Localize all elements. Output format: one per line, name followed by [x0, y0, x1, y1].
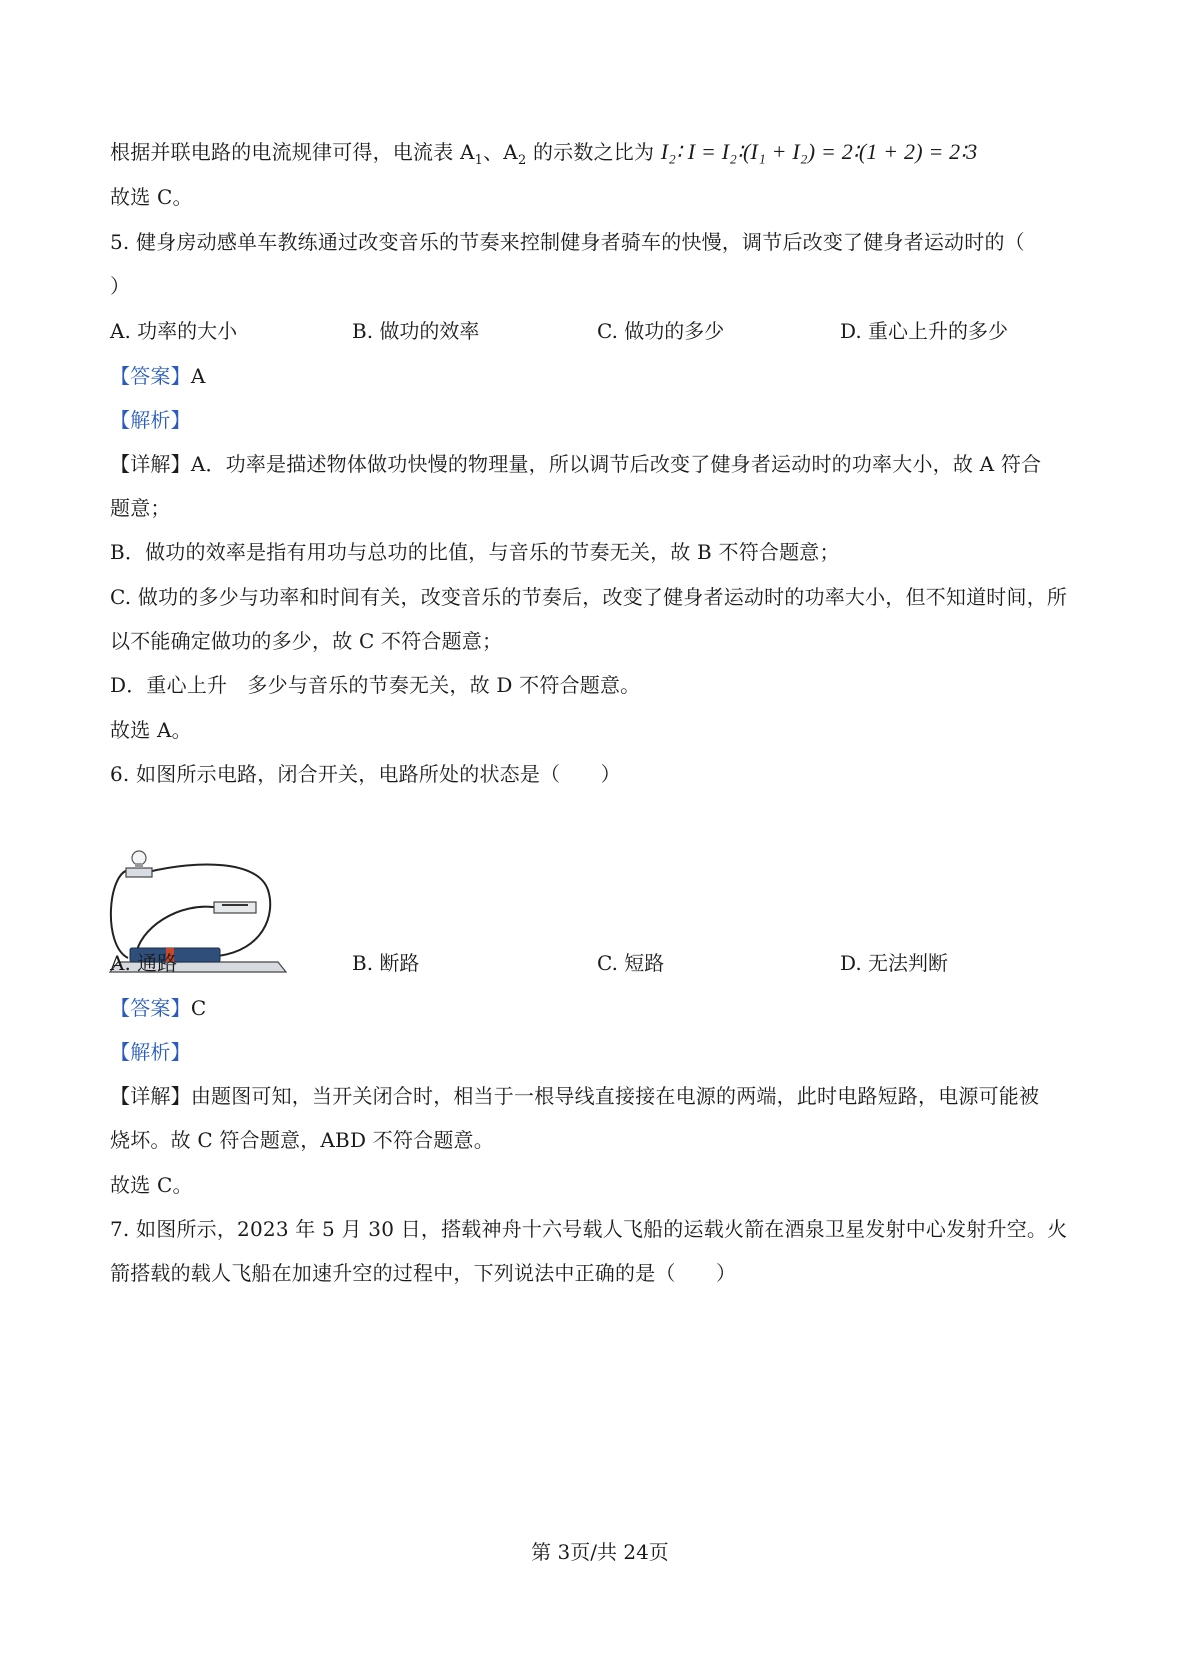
q6-answer: 【答案】C	[110, 996, 207, 1020]
bulb-icon	[132, 851, 146, 865]
q5-detail-5: 以不能确定做功的多少，故 C 不符合题意；	[110, 629, 503, 653]
q7-stem-cont: 箭搭载的载人飞船在加速升空的过程中，下列说法中正确的是（ ）	[110, 1261, 737, 1285]
line-choose-c: 故选 C。	[110, 185, 193, 209]
line-parallel-current: 根据并联电路的电流规律可得，电流表 $A_1$、$A_2$ 的示数之比为 I₂∶ I = I₂∶(I₁ + I₂) = 2∶(1 + 2) = 2∶3	[110, 139, 978, 168]
bulb-base	[126, 868, 152, 877]
q6-stem: 6. 如图所示电路，闭合开关，电路所处的状态是（ ）	[110, 762, 621, 786]
q6-option-c: C. 短路	[597, 951, 665, 975]
page-footer: 第 3页/共 24页	[531, 1540, 669, 1564]
q6-option-d: D. 无法判断	[840, 951, 949, 975]
q5-detail-1: 【详解】A．功率是描述物体做功快慢的物理量，所以调节后改变了健身者运动时的功率大小，故 A 符合	[110, 452, 1042, 476]
bulb-socket	[135, 863, 143, 868]
q5-option-d: D. 重心上升的多少	[840, 319, 1009, 343]
q6-detail-2: 烧坏。故 C 符合题意，ABD 不符合题意。	[110, 1128, 494, 1152]
q5-analysis-heading: 【解析】	[110, 408, 191, 432]
q5-detail-3: B．做功的效率是指有用功与总功的比值，与音乐的节奏无关，故 B 不符合题意；	[110, 540, 840, 564]
q5-stem-cont: ）	[110, 274, 131, 298]
q5-answer: 【答案】A	[110, 364, 206, 388]
q5-detail-6: D．重心上升 多少与音乐的节奏无关，故 D 不符合题意。	[110, 673, 641, 697]
wire-left	[111, 870, 130, 958]
current-ratio-formula: I₂∶ I = I₂∶(I₁ + I₂) = 2∶(1 + 2) = 2∶3	[660, 139, 978, 164]
q5-option-b: B. 做功的效率	[352, 319, 480, 343]
q5-conclusion: 故选 A。	[110, 718, 192, 742]
switch-icon	[214, 902, 256, 913]
q7-stem: 7. 如图所示，2023 年 5 月 30 日，搭载神舟十六号载人飞船的运载火箭在酒泉卫星发射中心发射升空。火	[110, 1217, 1068, 1241]
q5-stem: 5. 健身房动感单车教练通过改变音乐的节奏来控制健身者骑车的快慢，调节后改变了健身者运动时的（	[110, 230, 1025, 254]
q6-detail-1: 【详解】由题图可知，当开关闭合时，相当于一根导线直接接在电源的两端，此时电路短路，电源可能被	[110, 1084, 1040, 1108]
q6-analysis-heading: 【解析】	[110, 1040, 191, 1064]
q5-option-c: C. 做功的多少	[597, 319, 725, 343]
q6-conclusion: 故选 C。	[110, 1173, 193, 1197]
q5-detail-2: 题意；	[110, 496, 171, 520]
q6-option-a: A. 通路	[110, 951, 178, 975]
q6-option-b: B. 断路	[352, 951, 420, 975]
q5-detail-4: C. 做功的多少与功率和时间有关，改变音乐的节奏后，改变了健身者运动时的功率大小，但不知道时间，所	[110, 585, 1068, 609]
q5-option-a: A. 功率的大小	[110, 319, 238, 343]
